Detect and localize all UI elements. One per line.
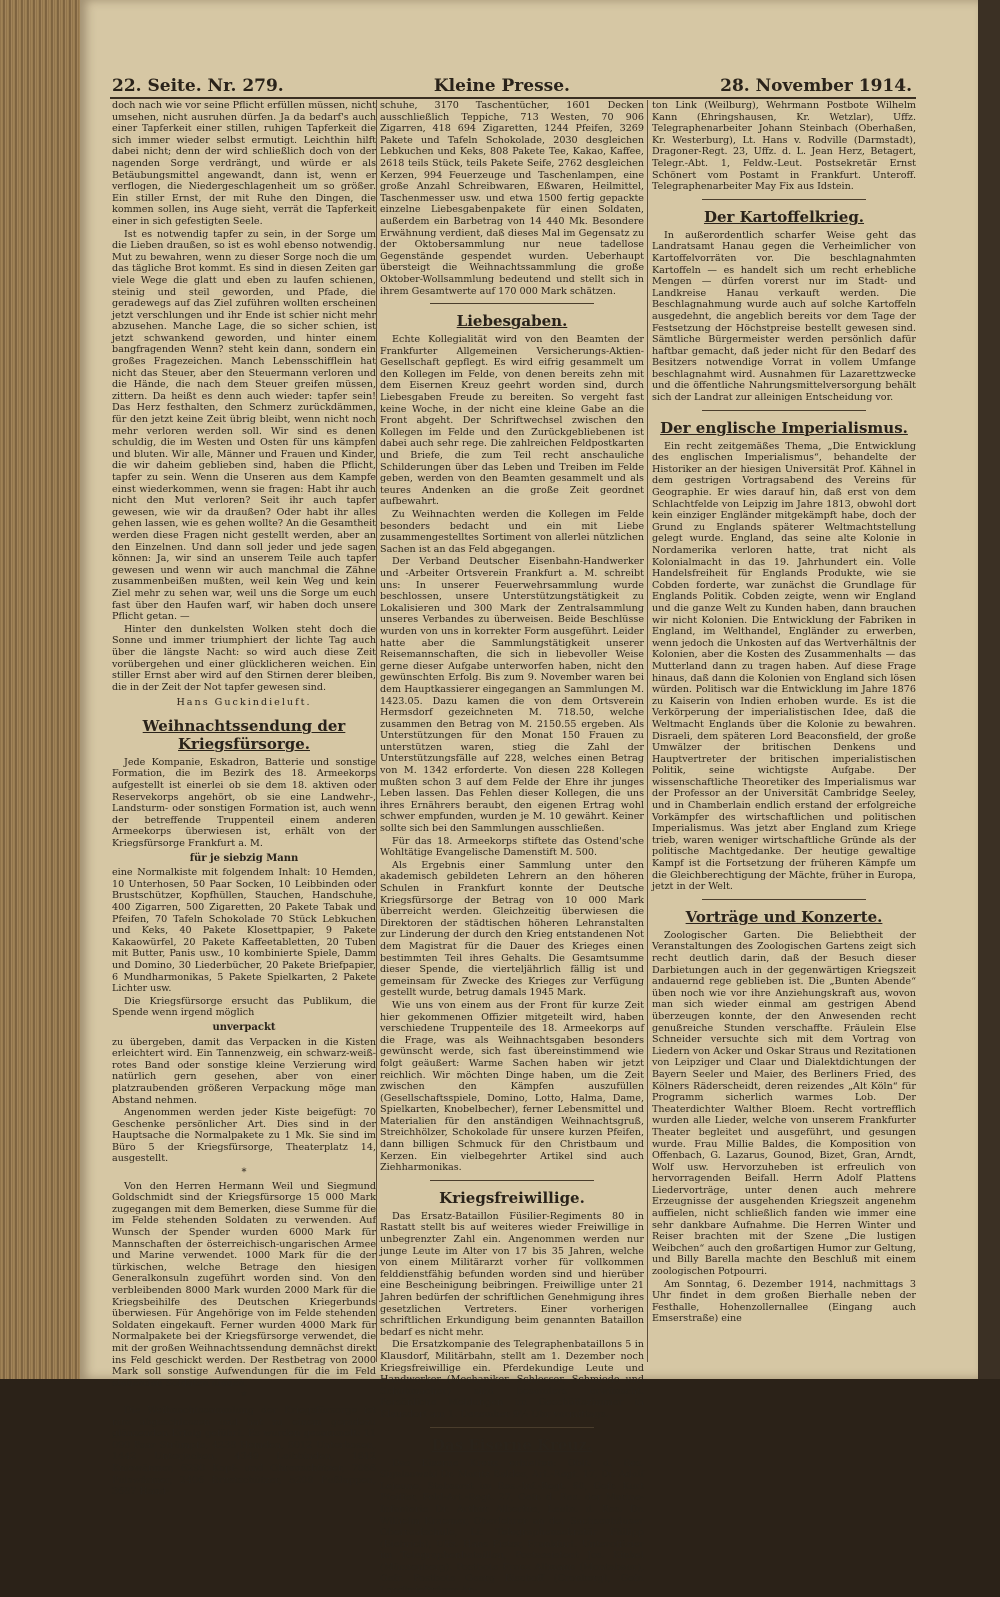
header-date: 28. November 1914. bbox=[720, 76, 912, 96]
separator: * bbox=[241, 1167, 247, 1179]
divider bbox=[702, 899, 866, 900]
article-text: Für das 18. Armeekorps stiftete das Ostend'sche Wohltätige Evangelische Damenstift M. 500. bbox=[380, 835, 644, 859]
article-text: Wie uns von einem aus der Front für kurze Zeit hier gekommenen Offizier mitgeteilt wird, haben verschiedene Truppenteile des 18. Armeekorps auf die Frage, was als Weihnachtsgaben besonders gewünscht werde, sich fast übereinstimmend wie folgt geäußert: Warme Sachen haben wir jetzt reichlich. Wir möchten Dinge haben, um die Zeit zwischen den Kämpfen auszufüllen (Gesellschaftsspiele, Domino, Lotto, Halma, Dame, Spielkarten, Knobelbecher), ferner Lebensmittel und Materialien für den anständigen Weihnachtsgruß, Streichhölzer, Schokolade für unsere kurzen Pfeifen, dann billigen Schmuck für den Christbaum und Kerzen. Ein vielbegehrter Artikel sind auch Ziehharmonikas. bbox=[380, 999, 644, 1174]
article-text: Am Sonntag, 6. Dezember 1914, nachmittags 3 Uhr findet in dem großen Bierhalle neben der Festhalle, Hohenzollernallee (Eingang auch Emserstraße) eine bbox=[652, 1278, 916, 1325]
article-text: Hinter den dunkelsten Wolken steht doch die Sonne und immer triumphiert der lichte Tag auch über die längste Nacht: so wird auch diese Zeit vorübergehen und einer glücklicheren weichen. Ein stiller Ernst aber wird auf den Stirnen derer bleiben, die in der Zeit der Not tapfer gewesen sind. bbox=[112, 623, 376, 693]
subheading: unverpackt bbox=[212, 1021, 276, 1033]
article-text: Ein recht zeitgemäßes Thema, „Die Entwicklung des englischen Imperialismus“, behandelte der Historiker an der hiesigen Universität Prof. Kähnel in dem gestrigen Vortragsabend des Vereins für Geographie. Er wies darauf hin, daß erst von dem Schlachtfelde von Leipzig im Jahre 1813, obwohl dort kein einziger Engländer mitgekämpft habe, doch der Grund zu Englands späterer Weltmachtstellung gelegt wurde. England, das seine alte Kolonie in Nordamerika verloren hatte, trat nicht als Kolonialmacht in das 19. Jahrhundert ein. Volle Handelsfreiheit für Englands Produkte, wie sie Cobden forderte, war zunächst die Grundlage für Englands Politik. Cobden zeigte, wenn wir England und die ganze Welt zu Kunden haben, dann brauchen wir nicht Kolonien. Die Entwicklung der Fabriken in England, im Welthandel, Engländer zu erwerben, wenn jedoch die Unkosten auf das Wertverhältnis der Kolonien, aber die Kosten des Zusammenhalts — das Mutterland dann zu tragen haben. Auf diese Frage hinaus, daß dann die Kolonien von England sich lösen würden. Politisch war die Entwicklung im Jahre 1876 zu Kaiserin von Indien erhoben wurde. Es ist die Verkörperung der imperialistischen Idee, daß die Weltmacht Englands über die Kolonie zu bewahren. Disraeli, dem späteren Lord Beaconsfield, der große Umwälzer der britischen Denkens und Hauptvertreter der britischen imperialistischen Politik, seine wichtigste Aufgabe. Der wissenschaftliche Theoretiker des Imperialismus war der Professor an der Universität Cambridge Seeley, und in Chamberlain endlich erstand der erfolgreiche Vorkämpfer des wirtschaftlichen und politischen Imperialismus. Was jetzt aber England zum Kriege trieb, waren weniger wirtschaftliche Gründe als der politische Machtgedanke. Der heutige gewaltige Kampf ist die Fortsetzung der früheren Kämpfe um die Gleichberechtigung der Mächte, früher in Europa, jetzt in der Welt. bbox=[652, 440, 916, 893]
headline-vortraege: Vorträge und Konzerte. bbox=[685, 907, 883, 926]
divider bbox=[430, 1180, 594, 1181]
divider bbox=[702, 199, 866, 200]
divider bbox=[430, 303, 594, 304]
headline-imperialismus: Der englische Imperialismus. bbox=[660, 418, 908, 437]
article-text: Die Ersatzkompanie des Telegraphenbataillons 5 in Klausdorf, Militärbahn, stellt am 1. Dezember noch Kriegsfreiwillige ein. Pferdekundige Leute und Handwerker (Mechaniker, Schlosser, Schmiede und Schuhmacher) sind besonders erwünscht. Persönliche Meldungen im Geschäftszimmer in Klausdorf am 1. Dezember 9½ Uhr vormittags. bbox=[380, 1339, 644, 1420]
article-text: Angenommen werden jeder Kiste beigefügt: 70 Geschenke persönlicher Art. Dies sind in der Hauptsache die Normalpakete zu 1 Mk. Sie sind im Büro 5 der Kriegsfürsorge, Theaterplatz 14, ausgestellt. bbox=[112, 1107, 376, 1165]
header-page-number: 22. Seite. Nr. 279. bbox=[112, 76, 284, 96]
divider bbox=[702, 410, 866, 411]
article-text: Zu Weihnachten werden die Kollegen im Felde besonders bedacht und ein mit Liebe zusammengestelltes Sortiment von allerlei nützlichen Sachen ist an das Feld abgegangen. bbox=[380, 509, 644, 555]
article-text: Als Ergebnis einer Sammlung unter den akademisch gebildeten Lehrern an den höheren Schulen in Frankfurt konnte der Deutsche Kriegsfürsorge der Betrag von 10 000 Mark überreicht werden. Gleichzeitig überwiesen die Direktoren der städtischen höheren Lehranstalten zur Linderung der durch den Krieg entstandenen Not dem Magistrat für die Dauer des Krieges einen bestimmten Teil ihres Gehalts. Die Gesamtsumme dieser Spende, die vierteljährlich fällig ist und gemeinsam für Zwecke des Krieges zur Verfügung gestellt wurde, betrug damals 1945 Mark. bbox=[380, 859, 644, 999]
headline-kriegsfreiwillige: Kriegsfreiwillige. bbox=[439, 1188, 585, 1207]
header-rule bbox=[110, 97, 916, 99]
article-text: Zoologischer Garten. Die Beliebtheit der Veranstaltungen des Zoologischen Gartens zeigt sich recht deutlich darin, daß der Besuch dieser Darbietungen auch in der gegenwärtigen Kriegszeit andauernd rege geblieben ist. Die „Bunten Abende“ üben noch wie vor ihre Anziehungskraft aus, wovon man sich wieder einmal am gestrigen Abend überzeugen konnte, der den Anwesenden recht genußreiche Stunden verschaffte. Fräulein Else Schneider versuchte sich mit dem Vortrag von Liedern von Acker und Oskar Straus und Rezitationen von Leipziger und Claar und Dialektdichtungen der Bayern Seeler und Maier, des Berliners Fried, des Kölners Räderscheidt, deren reizendes „Alt Köln“ für Programm sicherlich warmes Lob. Der Theaterdichter Walther Bloem. Recht vortrefflich wurden alle Lieder, welche von unserem Frankfurter Theater begleitet und ausgeführt, und gesungen wurde. Frau Millie Baldes, die Komposition von Offenbach, G. Lazarus, Gounod, Bizet, Gran, Arndt, Wolf usw. Hervorzuheben ist erfreulich von hervorragenden Beifall. Herrn Adolf Plattens Liedervorträge, unter denen auch mehrere Erzeugnisse der ausgehenden Kriegszeit angenehm auffielen, nicht schließlich fanden wie immer eine sehr dankbare Aufnahme. Die Herren Winter und Reiser brachten mit der Szene „Die lustigen Weibchen“ auch den großartigen Humor zur Geltung, und Billy Barella machte den Beschluß mit einem zoologischen Potpourri. bbox=[652, 929, 916, 1278]
book-binding bbox=[0, 0, 80, 1379]
article-text: In außerordentlich scharfer Weise geht das Landratsamt Hanau gegen die Verheimlicher von Kartoffelvorräten vor. Die beschlagnahmten Kartoffeln — es handelt sich um recht erhebliche Mengen — dürfen vorerst nur im Stadt- und Landkreise Hanau verkauft werden. Die Beschlagnahmung wurde auch auf solche Kartoffeln ausgedehnt, die angeblich bereits vor dem Tage der Festsetzung der Höchstpreise bestellt gewesen sind. Sämtliche Bürgermeister werden persönlich dafür haftbar gemacht, daß jeder nicht für den Bedarf des Besitzers notwendige Vorrat in vollem Umfange beschlagnahmt wird. Ausnahmen für Lazarettzwecke und die öffentliche Nahrungsmittelversorgung behält sich der Landrat zur alleinigen Entscheidung vor. bbox=[652, 229, 916, 404]
article-text: ton Link (Weilburg), Wehrmann Postbote Wilhelm Kann (Ehringshausen, Kr. Wetzlar), Uffz. Telegraphenarbeiter Johann Steinbach (Oberhaßen, Kr. Westerburg), Lt. Hans v. Rodville (Darmstadt), Dragoner-Regt. 23, Uffz. d. L. Jean Herz, Betagert, Telegr.-Abt. 1, Feldw.-Leut. Postsekretär Ernst Schönert vom Postamt in Frankfurt. Unteroff. Telegraphenarbeiter May Fix aus Idstein. bbox=[652, 100, 916, 193]
article-text: Die Weihnachtssammlung der Kriegsfürsorge ist nun abgeschlossen und hat zu einem geradezu glänzenden Erfolg geführt. Es wurden gesammelt: 11 090 Paar Strümpfe, 4238 Hemden, 8012 Unterhosen, 1442 Unterjacken, 4349 Leibbinden, 1612 Kniewärmer, 6290 Kopf- und Ohrenschützer, 7066 Pulswärmer, 2406 Brustschützer, 5208 Fußlappen, 3687 Hand- bbox=[112, 1404, 376, 1498]
article-text: doch nach wie vor seine Pflicht erfüllen müssen, nicht umsehen, nicht ausruhen dürfen. Ja da bedarf's auch einer Tapferkeit einer stillen, ruhigen Tapferkeit die sich immer wieder selbst ermutigt. Leichthin hilft dabei nicht; denn der wird schließlich doch von der nagenden Sorge verdrängt, und würde er als Betäubungsmittel angewandt, dann ist, wenn er verflogen, die Niedergeschlagenheit um so größer. Ein stiller Ernst, der mit Ruhe den Dingen, die kommen sollen, ins Auge sieht, verrät die Tapferkeit einer in sich gefestigten Seele. bbox=[112, 100, 376, 227]
article-text: Die Kriegsfürsorge ersucht das Publikum, die Spende wenn irgend möglich bbox=[112, 995, 376, 1019]
article-text: Das Eiserne Kreuz erhielten: Oblt. d. Res. Sigalsowski Dr. Moritz Baldes, Art.-Regt. 17, Dr. Adolf Lejeune, Stabsarzt im Res.-Inf.-Regt. 60, Gefr. Kurt Pfeiffer, Feld-Art.-Regt. 27, Gefr. d. Res. der Marine-Infanterie Dr. Arthur Albertus, Leutn. d. Res. Dr. Wilhelm Kraemer, Oberlehrer an der Sachsenhäuser Oberrealschule, Lt. Telegraphensekretär Philipp (Biebrich), Uffz. Hans Pistor, Frankfurt, Unteroffizier im Telegraphenbataillon, Postassistent Jos. Kinkel (Münzenberg). Postbote Franz Altmann (Montabaur), Gefr. Postbote Georg Bischoff (Cronberg), Gefr. Landbriefträger An- bbox=[380, 1457, 644, 1597]
article-text: Von den Herren Hermann Weil und Siegmund Goldschmidt sind der Kriegsfürsorge 15 000 Mark zugegangen mit dem Bemerken, diese Summe für die im Felde stehenden Soldaten zu verwenden. Auf Wunsch der Spender wurden 6000 Mark für Mannschaften der österreichisch-ungarischen Armee und Marine verwendet. 1000 Mark für die der türkischen, welche Betrage den hiesigen Generalkonsuln zugeführt worden sind. Von den verbleibenden 8000 Mark wurden 2000 Mark für die Kriegsbeihilfe des Deutschen Kriegerbunds überwiesen. Für Angehörige von im Felde stehenden Soldaten eingekauft. Ferner wurden 4000 Mark für Normalpakete bei der Kriegsfürsorge verwendet, die mit der großen Weihnachtssendung demnächst direkt ins Feld geschickt werden. Der Restbetrag von 2000 Mark soll sonstige Aufwendungen für die im Feld stehenden Soldaten dienen. bbox=[112, 1180, 376, 1389]
article-text: Jede Kompanie, Eskadron, Batterie und sonstige Formation, die im Bezirk des 18. Armeekorps aufgestellt ist einerlei ob sie dem 18. aktiven oder Reservekorps angehört, ob sie eine Landwehr-, Landsturm- oder sonstigen Formation ist, auch wenn der betreffende Truppenteil einem anderen Armeekorps überwiesen ist, erhält von der Kriegsfürsorge Frankfurt a. M. bbox=[112, 756, 376, 850]
separator: * bbox=[241, 1391, 247, 1403]
article-text: eine Normalkiste mit folgendem Inhalt: 10 Hemden, 10 Unterhosen, 50 Paar Socken, 10 Leibbinden oder Brustschützer, Kopfhüllen, Stauchen, Handschuhe, 400 Zigarren, 500 Zigaretten, 20 Pakete Tabak und Pfeifen, 70 Tafeln Schokolade 70 Stück Lebkuchen und Keks, 40 Pakete Klosettpapier, 9 Pakete Kakaowürfel, 20 Pakete Kaffeetabletten, 20 Tuben mit Butter, Panis usw., 10 kombinierte Spiele, Damm und Domino, 30 Liederbücher, 20 Pakete Briefpapier, 6 Mundharmonikas, 5 Pakete Spielkarten, 2 Pakete Lichter usw. bbox=[112, 867, 376, 995]
article-text: Ist es notwendig tapfer zu sein, in der Sorge um die Lieben draußen, so ist es wohl ebenso notwendig. Mut zu bewahren, wenn zu dieser Sorge noch die um das tägliche Brot kommt. Es sind in diesen Zeiten gar viele Wege die glatt und eben zu laufen schienen, steinig und steil geworden, und Pfade, die geradewegs auf das Ziel zuführen wollten erscheinen jetzt verschlungen und ihr Ende ist schier nicht mehr abzusehen. Manche Lage, die so sicher schien, ist jetzt schwankend geworden, und hinter einem bangfragenden Wenn? steht kein dann, sondern ein großes Fragezeichen. Manch Lebensschifflein hat nicht das Steuer, aber den Steuermann verloren und die Hände, die nach dem Steuer greifen müssen, zittern. Da heißt es denn auch wieder: tapfer sein! Das Herz festhalten, den Schmerz zurückdämmen, für den jetzt keine Zeit übrig bleibt, wenn nicht noch mehr verloren werden soll. Wir sind es denen schuldig, die im Westen und Osten für uns kämpfen und bluten. Wir alle, Männer und Frauen und Kinder, die wir daheim geblieben sind, haben die Pflicht, tapfer zu sein. Wenn die Unseren aus dem Kampfe einst wiederkommen, wenn sie fragen: Habt ihr auch nicht den Mut verloren? Seit ihr auch tapfer gewesen, wie wir da draußen? Oder habt ihr alles gehen lassen, wie es gehen wollte? An die Gesamtheit werden diese Fragen nicht gestellt werden, aber an den Einzelnen. Und dann soll jeder und jede sagen können: Ja, wir sind an unserem Teile auch tapfer gewesen und wenn wir auch manchmal die Zähne zusammenbeißen mußten, weil kein Weg und kein Ziel mehr zu sehen war, weil uns die Sorge um euch fast über den Haufen warf, wir haben doch unsere Pflicht getan. — bbox=[112, 228, 376, 623]
article-signature: Hans Guckindieluft. bbox=[176, 697, 312, 709]
column-rule-1 bbox=[376, 100, 377, 1362]
subheading: für je siebzig Mann bbox=[189, 852, 299, 864]
article-text: Der Verband Deutscher Eisenbahn-Handwerker und -Arbeiter Ortsverein Frankfurt a. M. schreibt uns: In unserer Feuerwehrsammlung wurde beschlossen, unsere Unterstützungstätigkeit zu Lokalisieren und 300 Mark der Zentralsammlung unseres Verbandes zu überweisen. Beide Beschlüsse wurden von uns in korrekter Form ausgeführt. Leider hatte aber die Sammlungstätigkeit unserer Reisemannschaften, die sich in liebevoller Weise gerne dieser Aufgabe unterworfen haben, nicht den gewünschten Erfolg. Bis zum 9. November waren bei dem Hauptkassierer eingegangen an Sammlungen M. 1423.05. Dazu kamen die von dem Ortsverein Hermsdorf gezeichneten M. 718.50, welche zusammen den Betrag von M. 2150.55 ergeben. Als Unterstützungen für den Monat 150 Frauen zu unterstützen waren, stieg die Zahl der Unterstützungsfälle auf 228, welches einen Betrag von M. 1342 erforderte. Von diesen 228 Kollegen mußten schon 3 auf dem Felde der Ehre ihr junges Leben lassen. Das Fehlen dieser Kollegen, die uns ihres Ernährers beraubt, den eigenen Ertrag wohl schwer empfunden, wurden je M. 10 gewährt. Keiner sollte sich bei den Sammlungen ausschließen. bbox=[380, 556, 644, 835]
column-1 bbox=[112, 100, 376, 1498]
headline-eisernes-kreuz: Das Eiserne Kreuz. bbox=[431, 1435, 593, 1454]
page-edge-shadow bbox=[978, 0, 1000, 1379]
column-3 bbox=[652, 100, 916, 1362]
header-masthead: Kleine Presse. bbox=[433, 76, 570, 96]
column-rule-2 bbox=[647, 100, 648, 1362]
article-text: zu übergeben, damit das Verpacken in die Kisten erleichtert wird. Ein Tannenzweig, ein schwarz-weiß-rotes Band oder sonstige kleine Verzierung wird natürlich gern gesehen, aber von einer platzraubenden größeren Verpackung möge man Abstand nehmen. bbox=[112, 1036, 376, 1106]
headline-liebesgaben: Liebesgaben. bbox=[456, 312, 568, 331]
column-2 bbox=[380, 100, 644, 1597]
divider bbox=[430, 1427, 594, 1428]
article-text: Echte Kollegialität wird von den Beamten der Frankfurter Allgemeinen Versicherungs-Aktien-Gesellschaft gepflegt. Es wird eifrig gesammelt um den Kollegen im Felde, von denen bereits zehn mit dem Eisernen Kreuz geehrt worden sind, durch Liebesgaben Freude zu bereiten. So vergeht fast keine Woche, in der nicht eine kleine Gabe an die Front abgeht. Der Schriftwechsel zwischen den Kollegen im Felde und den Zurückgebliebenen ist dabei auch sehr rege. Die zahlreichen Feldpostkarten und Briefe, die zum Teil recht anschauliche Schilderungen über das Leben und Treiben im Felde geben, werden von den Beamten gesammelt und als teures Andenken an die große Zeit geordnet aufbewahrt. bbox=[380, 334, 644, 508]
headline-weihnachtssendung: Weihnachtssendung der Kriegsfürsorge. bbox=[142, 716, 346, 753]
headline-kartoffelkrieg: Der Kartoffelkrieg. bbox=[703, 207, 865, 226]
page-header bbox=[112, 74, 912, 98]
article-text: Das Ersatz-Bataillon Füsilier-Regiments 80 in Rastatt stellt bis auf weiteres wieder Freiwillige in unbegrenzter Zahl ein. Angenommen werden nur junge Leute im Alter von 17 bis 35 Jahren, welche von einem Militärarzt vorher für vollkommen felddienstfähig befunden worden sind und hierüber eine Bescheinigung beibringen. Freiwillige unter 21 Jahren bedürfen der schriftlichen Genehmigung ihres gesetzlichen Vertreters. Einer vorherigen schriftlichen Erkundigung beim genannten Bataillon bedarf es nicht mehr. bbox=[380, 1210, 644, 1338]
article-text: schuhe, 3170 Taschentücher, 1601 Decken ausschließlich Teppiche, 713 Westen, 70 906 Zigarren, 418 694 Zigaretten, 1244 Pfeifen, 3269 Pakete und Tafeln Schokolade, 2030 desgleichen Lebkuchen und Keks, 808 Pakete Tee, Kakao, Kaffee, 2618 teils Stück, teils Pakete Seife, 2762 desgleichen Kerzen, 994 Feuerzeuge und Taschenlampen, eine große Anzahl Schreibwaren, Eßwaren, Heilmittel, Taschenmesser usw. und etwa 1500 fertig gepackte einzelne Liebesgabenpakete für einen Soldaten, außerdem ein Barbetrag von 14 440 Mk. Besondere Erwähnung verdient, daß dieses Mal im Gegensatz zu der Oktobersammlung nur neue tadellose Gegenstände gespendet wurden. Ueberhaupt übersteigt die Weihnachtssammlung die große Oktober-Wollsammlung bedeutend und stellt sich in ihrem Gesamtwerte auf 170 000 Mark schätzen. bbox=[380, 100, 644, 297]
